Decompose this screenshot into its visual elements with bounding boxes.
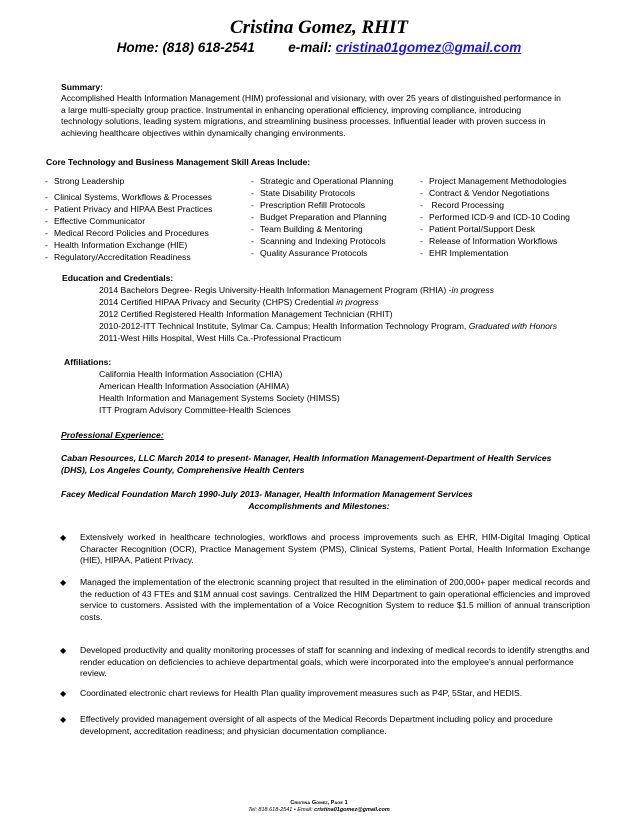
skill-item: - Regulatory/Accreditation Readiness <box>45 252 191 262</box>
accomplishment-item: ◆ Extensively worked in healthcare technologies, workflows and process improvements such as EHR, HIM-Digital Imaging Optical Character Recognition (OCR), Practice Management System (PMS), Clinical Systems, Patient Portal, Health Information Exchange (HIE), HIPAA, Patient Privacy. <box>60 532 590 566</box>
job-title-caban: Caban Resources, LLC March 2014 to present- Manager, Health Information Management-Department of Health Services (DHS), Los Angeles County, Comprehensive Health Centers <box>61 453 552 475</box>
accomplishment-item: ◆ Coordinated electronic chart reviews for Health Plan quality improvement measures such as P4P, 5Star, and HEDIS. <box>60 688 523 698</box>
education-item: 2014 Bachelors Degree- Regis University-Health Information Management Program (RHIA) -in progress <box>99 285 495 295</box>
accomplishment-item: ◆ Effectively provided management oversight of all aspects of the Medical Records Department including policy and procedure development, accreditation readiness; and physician documentation compliance. <box>60 714 553 736</box>
diamond-bullet-icon: ◆ <box>60 646 67 655</box>
skill-item: - Health Information Exchange (HIE) <box>45 240 188 250</box>
experience-heading: Professional Experience: <box>61 430 164 440</box>
skill-item: - State Disability Protocols <box>251 188 356 198</box>
email-link[interactable]: cristina01gomez@gmail.com <box>335 40 522 55</box>
diamond-bullet-icon: ◆ <box>60 715 67 724</box>
skill-item: - Prescription Refill Protocols <box>251 200 366 210</box>
education-item: 2014 Certified HIPAA Privacy and Security (CHPS) Credential in progress <box>99 297 379 307</box>
footer-contact: Tel: 818.618-2541 • Email: cristina01gomez@gmail.com <box>248 807 390 813</box>
skill-item: - Quality Assurance Protocols <box>251 248 368 258</box>
email-label: e-mail: <box>288 40 332 55</box>
accomplishment-item: ◆ Managed the implementation of the electronic scanning project that resulted in the elimination of 200,000+ paper medical records and the reduction of 43 FTEs and $1M annual cost savings. Centralized the HIM Department to gain operational efficiencies and improved service to customers. Assisted with the implementation of a Voice Recognition System to reduce $1.5 million of annual transcription costs. <box>60 577 590 622</box>
skill-item: - Effective Communicator <box>45 216 146 226</box>
skill-item: - Strong Leadership <box>45 176 125 186</box>
footer-page-label: Cristina Gomez, Page 1 <box>290 800 348 806</box>
skill-item: - Record Processing <box>420 200 504 210</box>
accomplishment-item: ◆ Developed productivity and quality monitoring processes of staff for scanning and indexing of medical records to identify strengths and render education on deficiencies to achieve departmental goals, which were incorporated into the employee’s annual performance review. <box>60 645 590 679</box>
skill-item: - Scanning and Indexing Protocols <box>251 236 386 246</box>
skill-item: - Strategic and Operational Planning <box>251 176 394 186</box>
diamond-bullet-icon: ◆ <box>60 533 67 542</box>
resume-name: Cristina Gomez, RHIT <box>230 17 408 38</box>
affiliation-item: ITT Program Advisory Committee-Health Sciences <box>99 405 291 415</box>
skill-item: - Release of Information Workflows <box>420 236 558 246</box>
diamond-bullet-icon: ◆ <box>60 578 67 587</box>
skill-item: - Performed ICD-9 and ICD-10 Coding <box>420 212 570 222</box>
summary-text: Accomplished Health Information Management (HIM) professional and visionary, with over 25 years of distinguished performance in a large multi-specialty group practice. Instrumental in enhancing operational efficiency, improving compliance, introducing technology solutions, leading system migrations, and streamlining business processes. Influential leader with proven success in achieving healthcare objectives within dynamically changing environments. <box>61 93 561 138</box>
skill-item: - Budget Preparation and Planning <box>251 212 387 222</box>
affiliation-item: Health Information and Management Systems Society (HIMSS) <box>99 393 340 403</box>
summary-heading: Summary: <box>61 82 104 92</box>
education-heading: Education and Credentials: <box>62 273 174 283</box>
contact-line <box>0 40 638 55</box>
affiliation-item: California Health Information Association (CHIA) <box>99 369 283 379</box>
skill-item: - Medical Record Policies and Procedures <box>45 228 209 238</box>
skill-item: - Team Building & Mentoring <box>251 224 363 234</box>
phone-text: Home: (818) 618-2541 <box>116 40 255 55</box>
skill-item: - Patient Privacy and HIPAA Best Practices <box>45 204 213 214</box>
skill-item: - EHR Implementation <box>420 248 509 258</box>
job-title-facey: Facey Medical Foundation March 1990-July 2013- Manager, Health Information Management Services <box>61 489 473 499</box>
skill-item: - Clinical Systems, Workflows & Processes <box>45 192 212 202</box>
skill-item: - Contract & Vendor Negotiations <box>420 188 550 198</box>
accomplishments-subheading: Accomplishments and Milestones: <box>248 501 390 511</box>
education-item: 2010-2012-ITT Technical Institute, Sylmar Ca. Campus; Health Information Technology Program, Graduated with Honors <box>99 321 558 331</box>
diamond-bullet-icon: ◆ <box>60 689 67 698</box>
education-item: 2011-West Hills Hospital, West Hills Ca.-Professional Practicum <box>99 333 342 343</box>
skill-item: - Project Management Methodologies <box>420 176 567 186</box>
skills-heading: Core Technology and Business Management Skill Areas Include: <box>46 157 311 167</box>
affiliations-heading: Affiliations: <box>64 357 112 367</box>
education-item: 2012 Certified Registered Health Information Management Technician (RHIT) <box>99 309 393 319</box>
skill-item: - Patient Portal/Support Desk <box>420 224 536 234</box>
affiliation-item: American Health Information Association (AHIMA) <box>99 381 290 391</box>
